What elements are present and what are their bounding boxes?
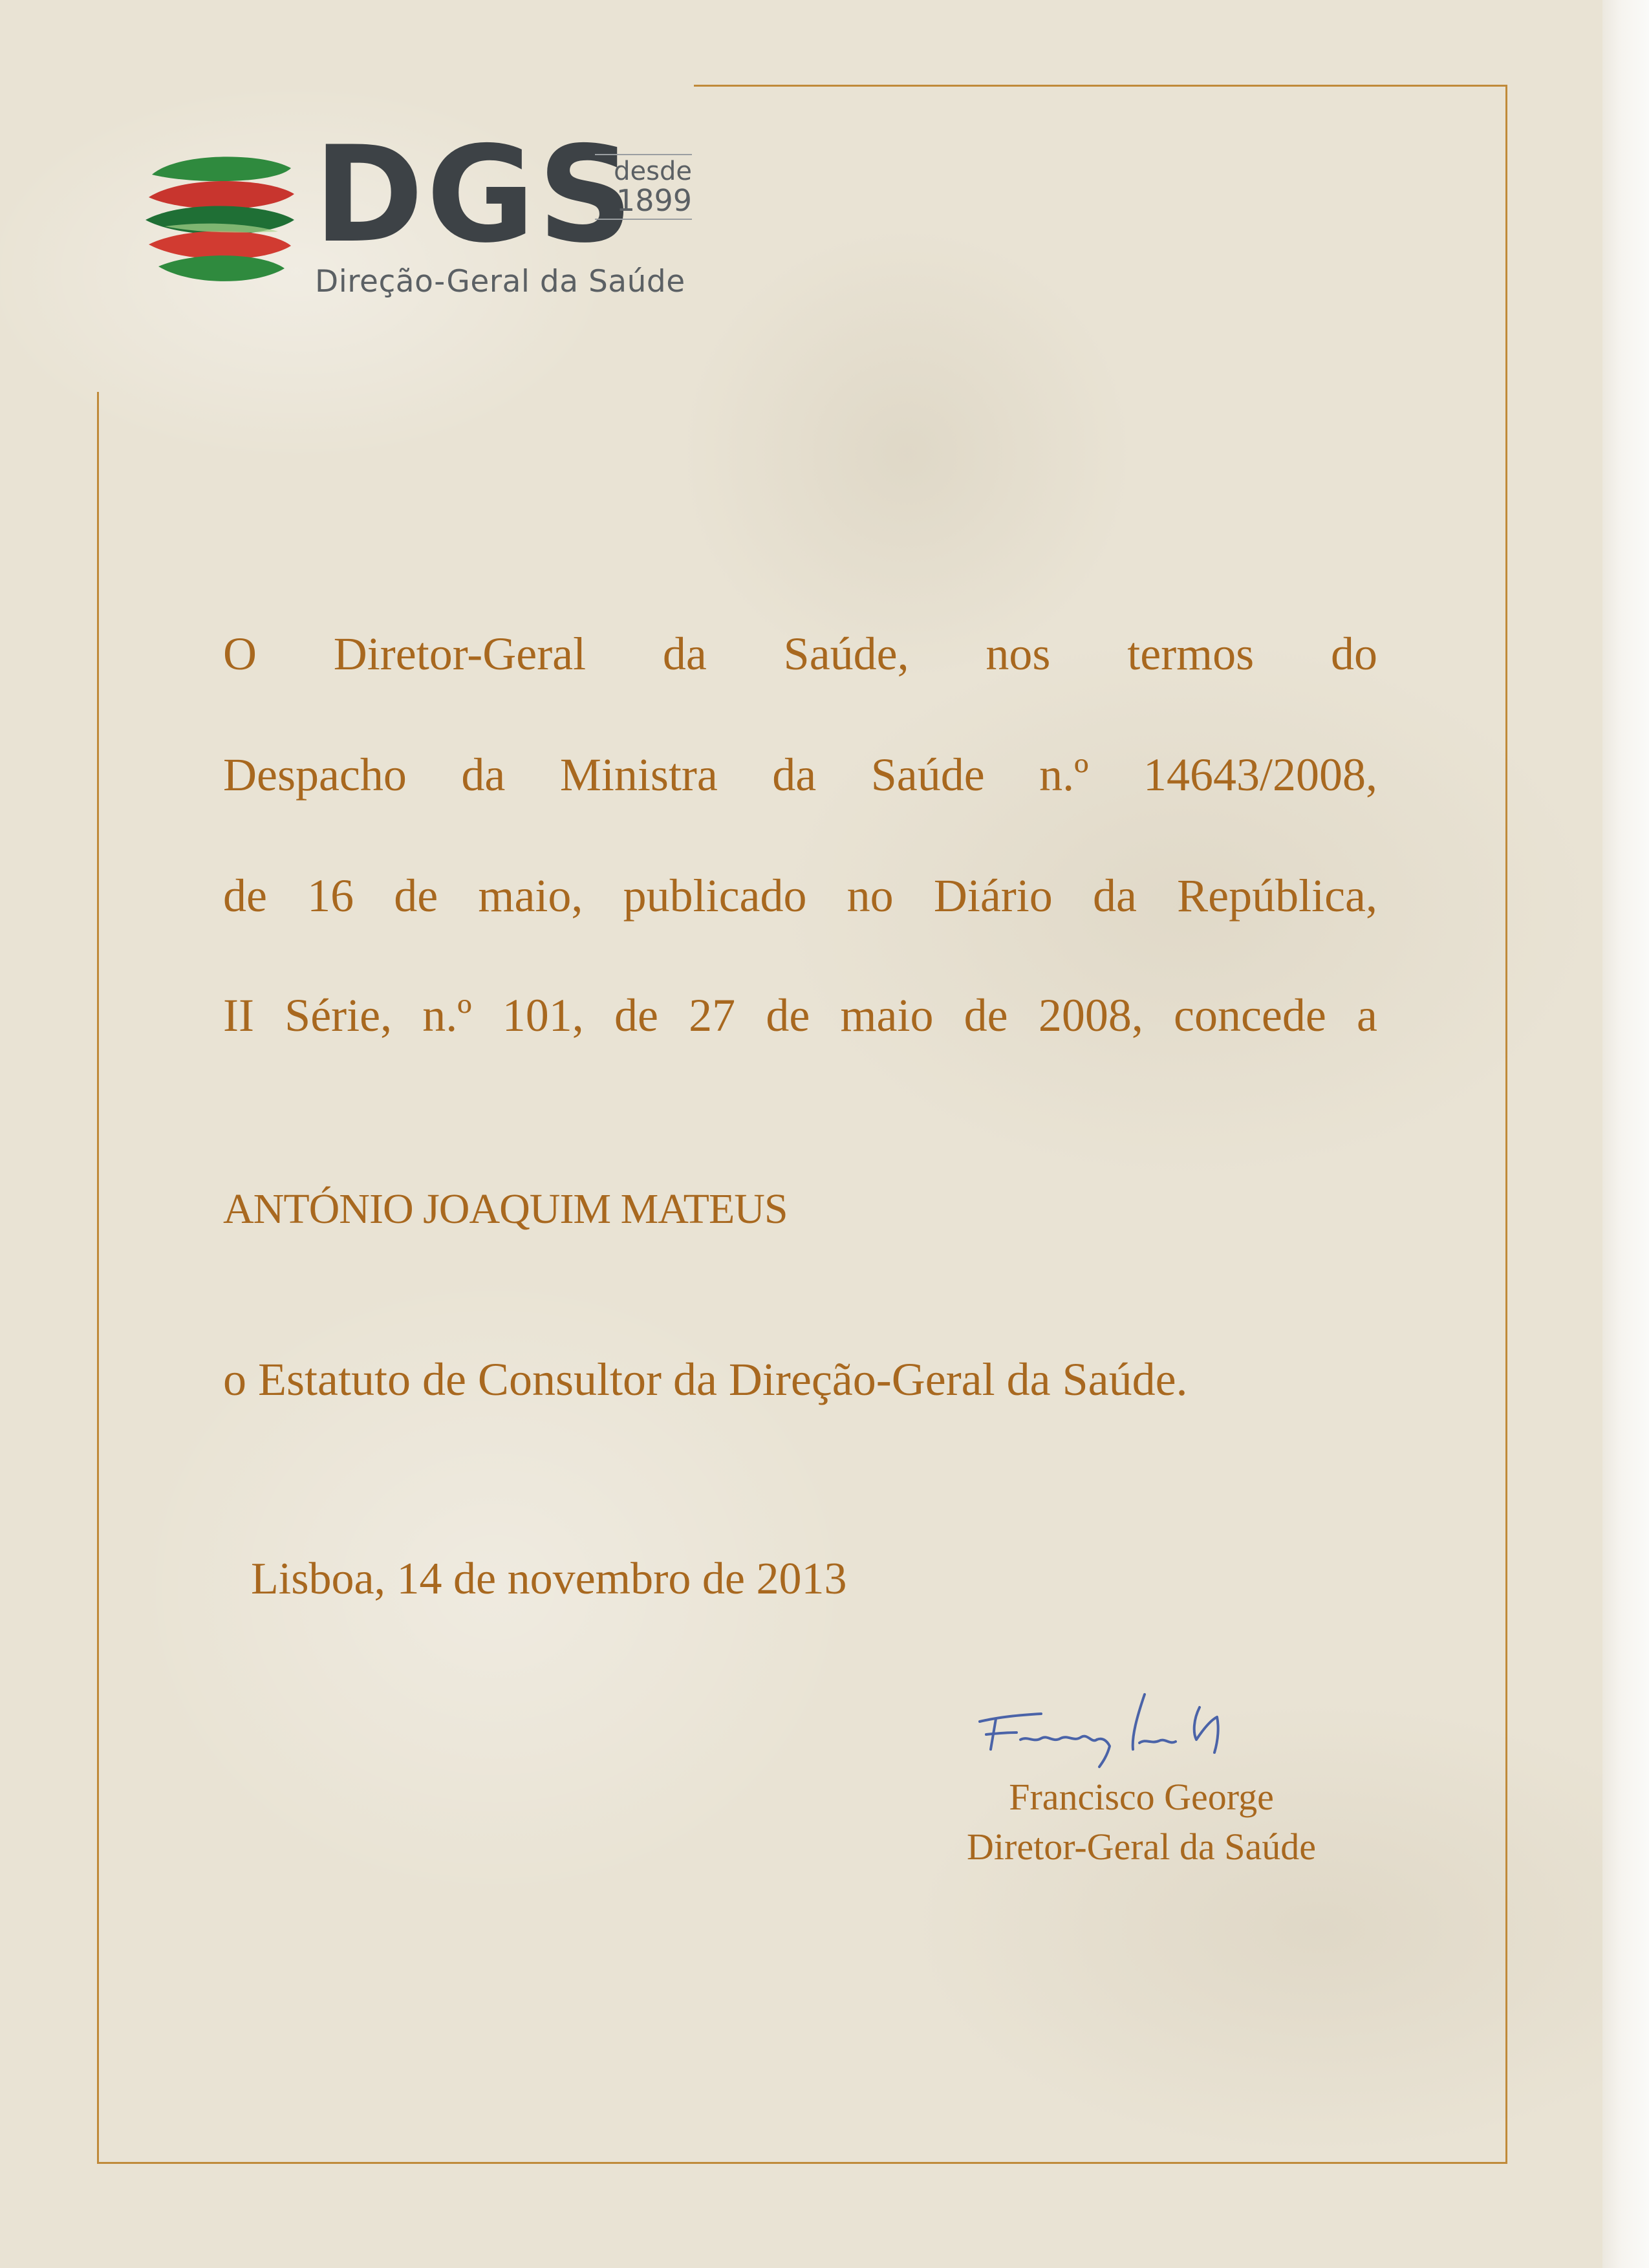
body-line-2: Despacho da Ministra da Saúde n.º 14643/2008, — [223, 749, 1377, 801]
statute-line: o Estatuto de Consultor da Direção-Geral da Saúde. — [223, 1354, 1188, 1405]
dgs-logo-mark-icon — [139, 149, 301, 291]
frame-border-top — [694, 85, 1507, 87]
logo-full-name: Direção-Geral da Saúde — [315, 264, 685, 299]
signer-title: Diretor-Geral da Saúde — [967, 1826, 1316, 1868]
handwritten-signature — [970, 1681, 1267, 1772]
signer-name: Francisco George — [1009, 1776, 1274, 1818]
frame-border-right — [1505, 85, 1507, 2163]
frame-border-left — [97, 392, 99, 2164]
scan-edge — [1602, 0, 1649, 2268]
logo-since-word: desde — [614, 157, 692, 186]
logo-since-badge — [595, 154, 692, 220]
body-line-4: II Série, n.º 101, de 27 de maio de 2008, concede a — [223, 989, 1377, 1041]
frame-border-bottom — [97, 2162, 1507, 2164]
body-line-1: O Diretor-Geral da Saúde, nos termos do — [223, 628, 1377, 680]
recipient-name: ANTÓNIO JOAQUIM MATEUS — [223, 1185, 788, 1233]
place-date: Lisboa, 14 de novembro de 2013 — [251, 1554, 847, 1604]
logo-acronym: DGS — [314, 118, 636, 272]
dgs-logo — [139, 118, 708, 310]
logo-since-year: 1899 — [616, 183, 692, 218]
body-line-3: de 16 de maio, publicado no Diário da República, — [223, 870, 1377, 922]
